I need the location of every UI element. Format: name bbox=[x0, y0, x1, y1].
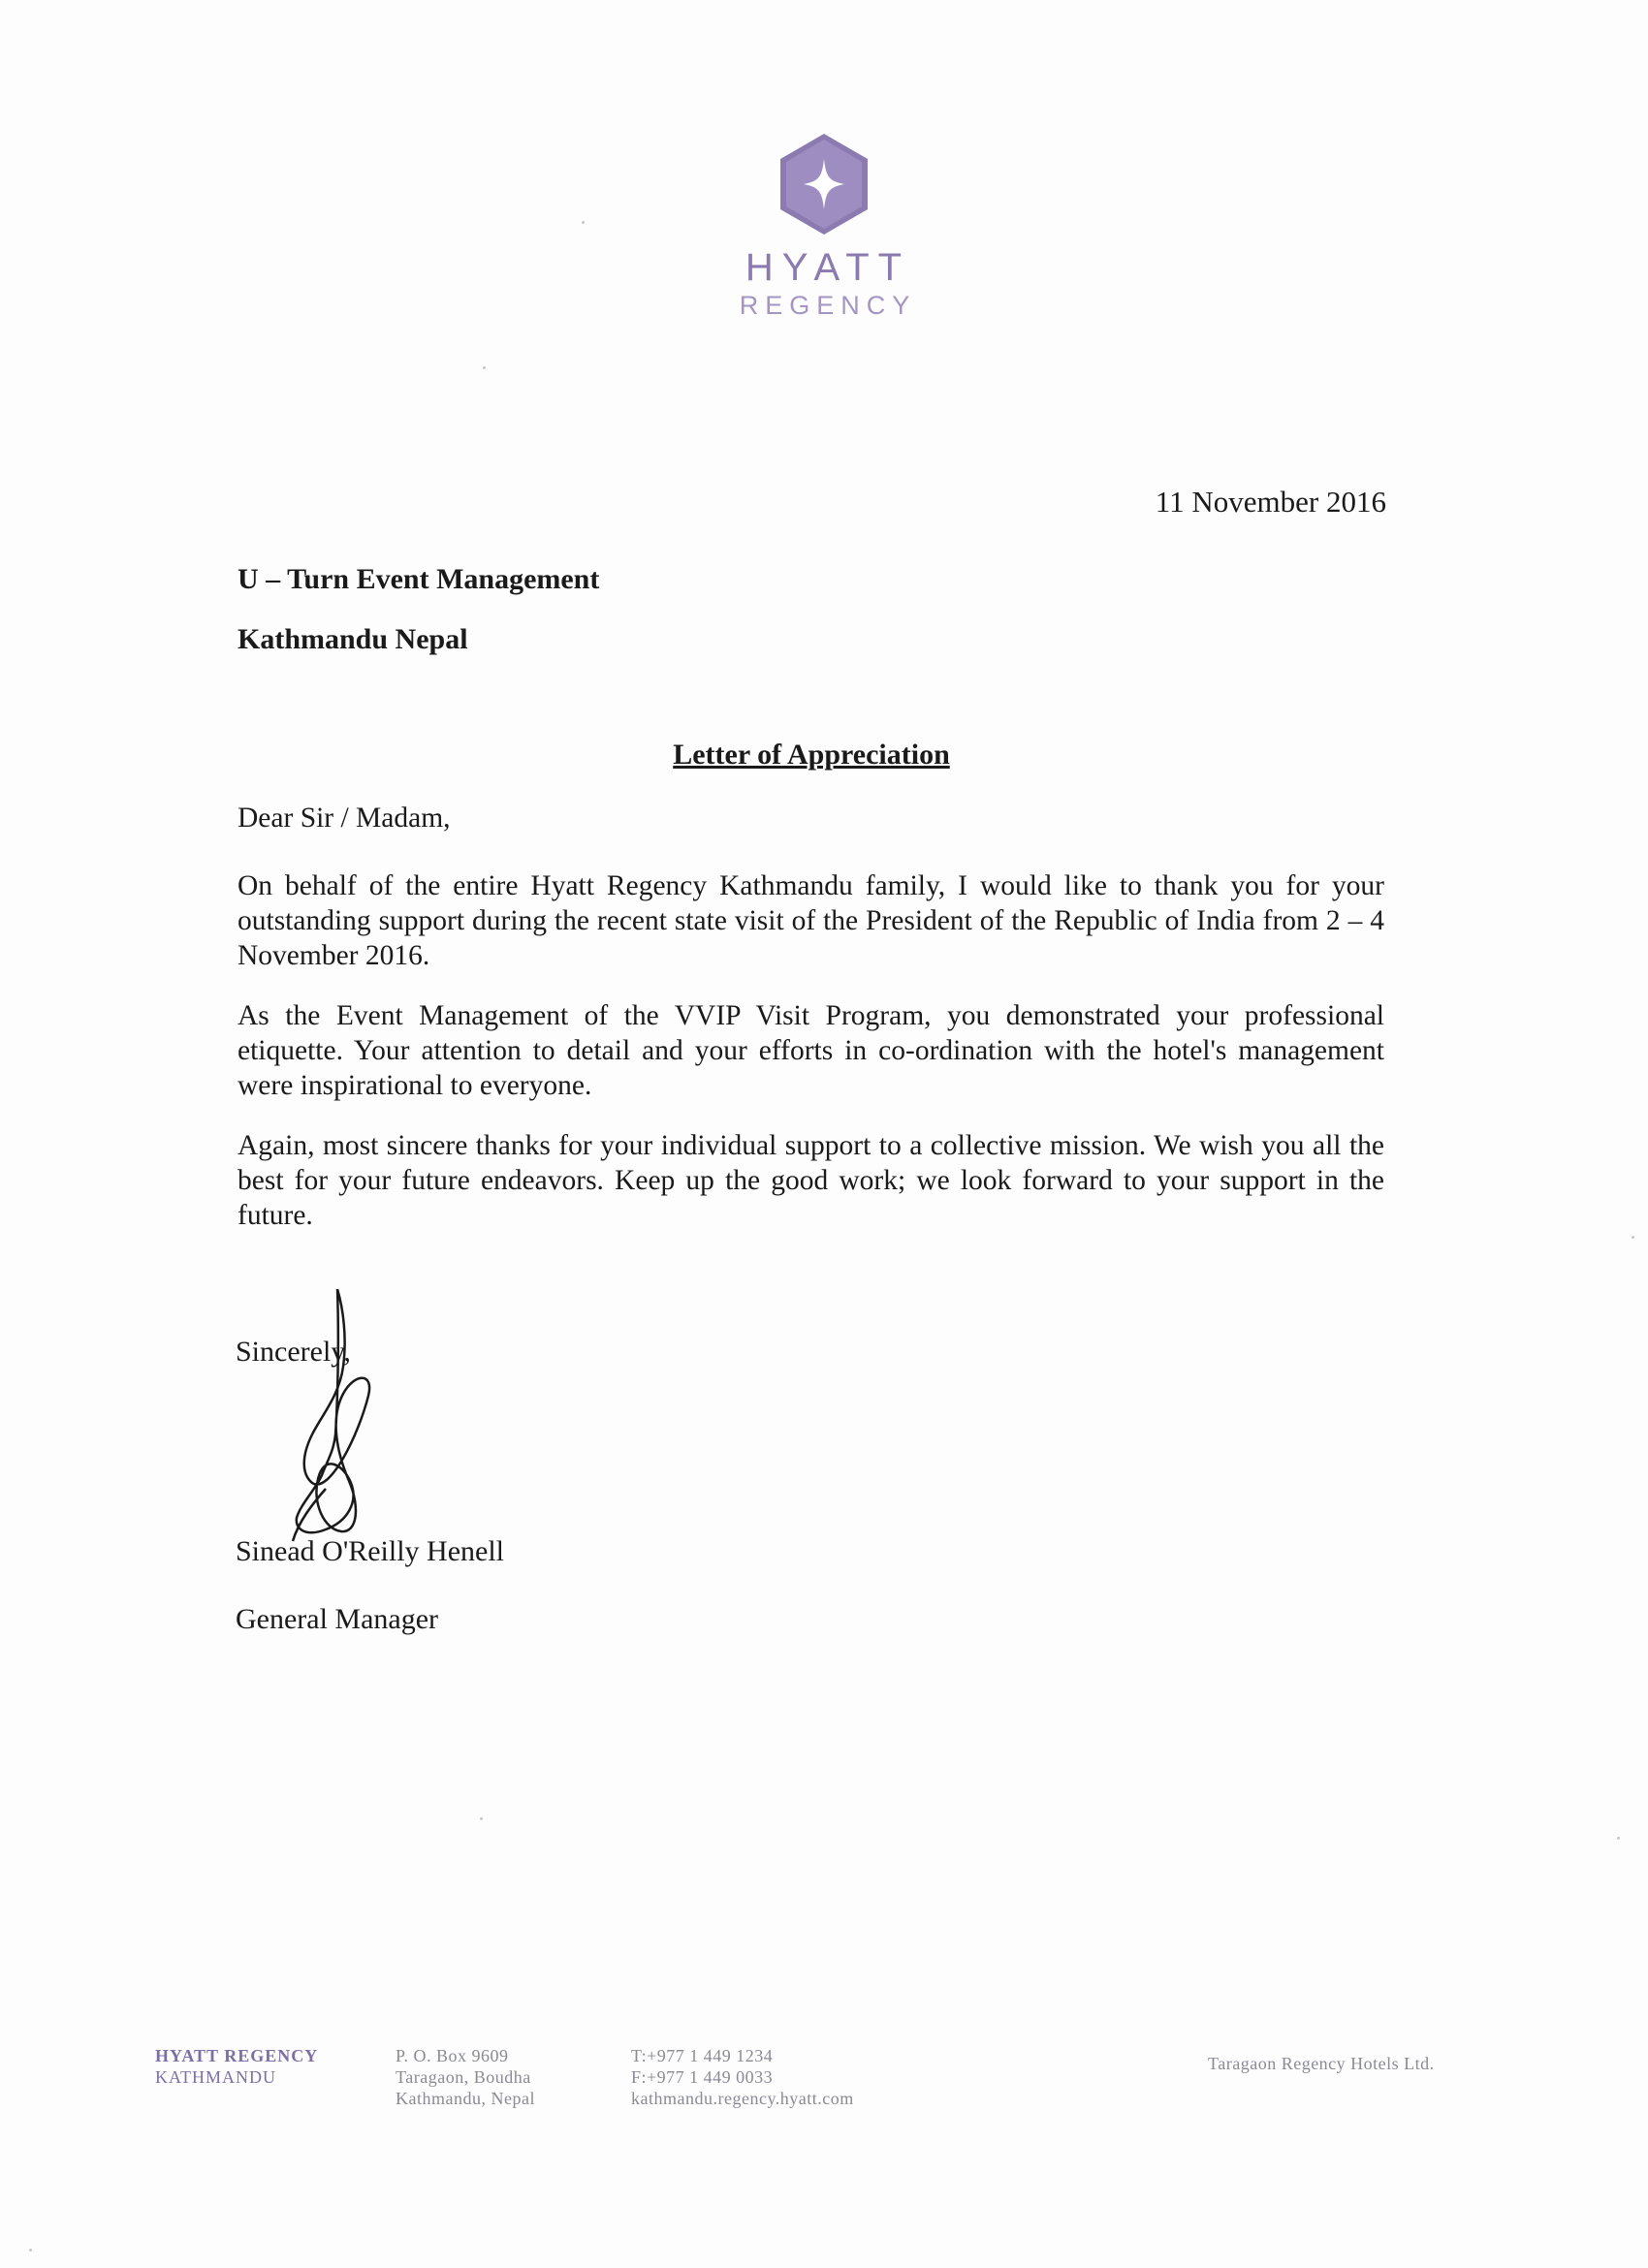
salutation: Dear Sir / Madam, bbox=[238, 803, 451, 834]
footer-brand-line1: HYATT REGENCY bbox=[155, 2046, 319, 2065]
body-paragraph-1: On behalf of the entire Hyatt Regency Kathmandu family, I would like to thank you for your outstanding support during the recent state visit of the President of the Republic of India from 2 – 4 November 2016. bbox=[238, 870, 1384, 971]
letter-body bbox=[238, 801, 1384, 1258]
footer-fax: F:+977 1 449 0033 bbox=[631, 2067, 774, 2087]
footer-phone: T:+977 1 449 1234 bbox=[631, 2046, 774, 2065]
footer-brand-line2: KATHMANDU bbox=[155, 2067, 276, 2087]
footer-company: Taragaon Regency Hotels Ltd. bbox=[1208, 2054, 1435, 2073]
scan-speck bbox=[1632, 1236, 1634, 1239]
hyatt-regency-logo bbox=[679, 134, 969, 319]
logo-brand-text: HYATT bbox=[745, 246, 911, 289]
body-paragraph-3: Again, most sincere thanks for your individual support to a collective mission. We wish you all the best for your future endeavors. Keep up the good work; we look forward to your support in the future. bbox=[238, 1130, 1384, 1231]
footer-address-line1: P. O. Box 9609 bbox=[396, 2046, 509, 2065]
letter-subject: Letter of Appreciation bbox=[673, 739, 950, 771]
scan-speck bbox=[483, 366, 486, 369]
signer-name: Sinead O'Reilly Henell bbox=[236, 1535, 505, 1567]
footer-brand bbox=[155, 2045, 318, 2088]
footer-address-line2: Taragaon, Boudha bbox=[396, 2067, 531, 2087]
closing: Sincerely, bbox=[236, 1336, 351, 1368]
scan-speck bbox=[1617, 1837, 1620, 1840]
footer-website: kathmandu.regency.hyatt.com bbox=[631, 2089, 854, 2108]
scan-speck bbox=[582, 221, 585, 224]
scan-speck bbox=[480, 1817, 483, 1820]
scan-speck bbox=[29, 2249, 32, 2252]
recipient-block bbox=[238, 550, 599, 670]
signer-title: General Manager bbox=[236, 1603, 439, 1635]
body-paragraph-2: As the Event Management of the VVIP Visit Program, you demonstrated your professional etiquette. Your attention to detail and your efforts in co-ordination with the hotel's management were inspirational to everyone. bbox=[238, 1000, 1384, 1101]
footer-contact bbox=[631, 2045, 854, 2109]
footer-address-line3: Kathmandu, Nepal bbox=[396, 2089, 535, 2108]
letter-date: 11 November 2016 bbox=[1155, 485, 1386, 519]
hyatt-hexagon-logo-icon bbox=[780, 134, 868, 235]
logo-sub-brand-text: REGENCY bbox=[739, 291, 917, 320]
recipient-location: Kathmandu Nepal bbox=[238, 623, 468, 655]
footer-address bbox=[396, 2045, 535, 2109]
recipient-name: U – Turn Event Management bbox=[238, 563, 600, 595]
